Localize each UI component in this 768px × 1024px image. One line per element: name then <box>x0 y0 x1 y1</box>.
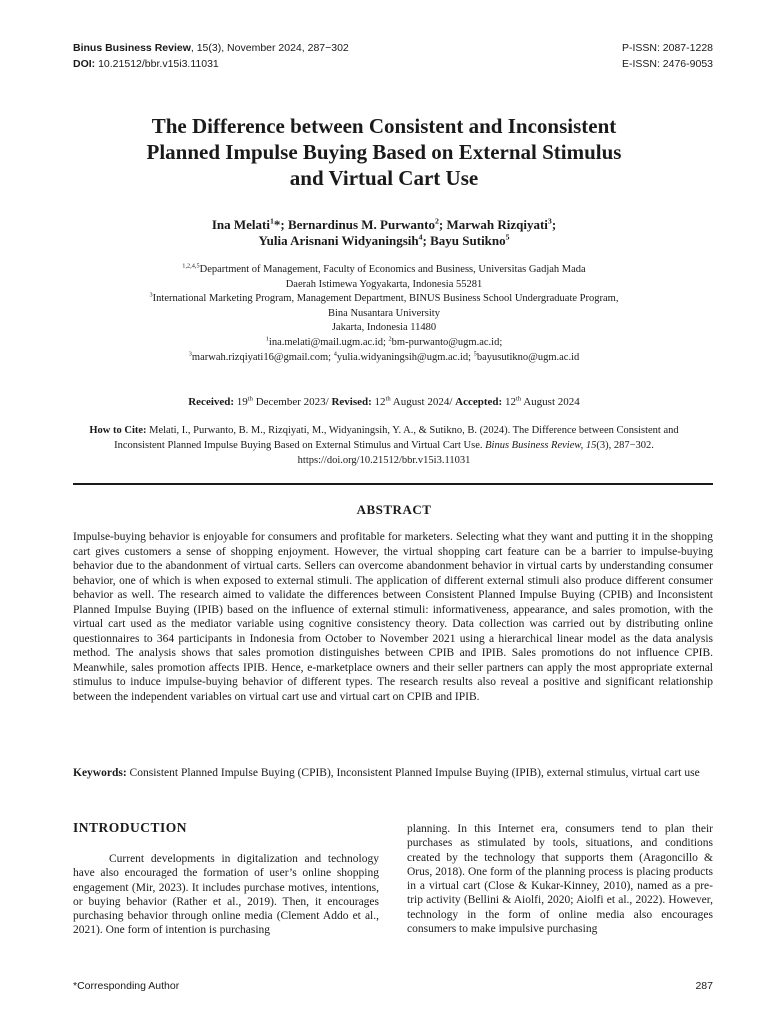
how-to-cite <box>74 423 694 468</box>
journal-name: Binus Business Review <box>73 42 191 54</box>
affiliation-line: Department of Management, Faculty of Economics and Business, Universitas Gadjah Mada <box>199 264 586 275</box>
abstract-text: Impulse-buying behavior is enjoyable for consumers and profitable for marketers. Selecting what they want and putting it in the shopping cart gives customers a sense of shopping enjoyment. However, the virtual shopping cart feature can be a barrier to impulse-buying behavior due to the abandonment of virtual carts. Sellers can overcome abandonment behavior in virtual carts by understanding consumer behavior, one of which is when exposed to external stimuli. The application of different external stimuli also produce different consumer behavior as well. The research aimed to validate the differences between Consistent Planned Impulse Buying (CPIB) and Inconsistent Planned Impulse Buying (IPIB) based on the influence of external stimuli: informativeness, appearance, and sales promotion, with the virtual cart used as the mediator variable using cognitive consistency theory. Data collection was carried out by distributing online questionnaires to 364 participants in Indonesia from October to November 2021 using a hierarchical linear model as the data analysis method. The analysis shows that sales promotion distinguishes between CPIB and IPIB. Sales promotions do not influence CPIB. Meanwhile, sales promotion affects IPIB. Hence, e-marketplace owners and their seller partners can apply the most appropriate external stimulus to induce impulse-buying behavior of different types. The research results also reveal a positive and significant relationship between the independent variables on virtual cart use and virtual cart on CPIB and IPIB. <box>73 531 713 703</box>
accepted-date: August 2024 <box>521 396 580 408</box>
affiliations <box>60 263 708 365</box>
received-label: Received: <box>188 396 235 408</box>
received-day: 19 <box>234 396 248 408</box>
introduction-left-column: Current developments in digitalization and technology have also encouraged the formation of user’s online shopping engagement (Mir, 2023). It includes purchase motives, intentions, or buying behavior (Rather et al., 2019). Then, it encourages purchasing behavior through online media (Clement Addo et al., 2021). One form of intention is purchasing <box>73 853 379 937</box>
separator: ; <box>422 233 431 248</box>
author-superscript: 4 <box>418 232 423 242</box>
title-line-1: The Difference between Consistent and Inconsistent <box>151 114 617 138</box>
author-superscript: 1 <box>269 216 274 226</box>
affiliation-line: Daerah Istimewa Yogyakarta, Indonesia 55281 <box>285 278 483 290</box>
author-name: Bayu Sutikno <box>430 233 506 248</box>
email-link[interactable]: bm-purwanto@ugm.ac.id; <box>391 336 503 348</box>
affiliation-line: Jakarta, Indonesia 11480 <box>331 322 437 334</box>
accepted-label: Accepted: <box>455 396 503 408</box>
doi-label: DOI: <box>73 58 96 70</box>
running-header-citation <box>73 40 349 72</box>
author-list <box>60 217 708 249</box>
accepted-day: 12 <box>502 396 516 408</box>
keywords-text: Consistent Planned Impulse Buying (CPIB), Inconsistent Planned Impulse Buying (IPIB), external stimulus, virtual cart use <box>126 767 700 779</box>
email-superscript: 4 <box>333 350 337 358</box>
section-divider <box>73 483 713 485</box>
author-name: Yulia Arisnani Widyaningsih <box>258 233 419 248</box>
author-name: Ina Melati <box>211 217 270 232</box>
email-superscript: 3 <box>188 350 192 358</box>
page-number: 287 <box>695 980 713 992</box>
paper-title <box>60 113 708 191</box>
citation-text: Melati, I., Purwanto, B. M., Rizqiyati, M., Widyaningsih, Y. A., & Sutikno, B. (2024). The Difference between Consistent and Inconsistent Planned Impulse Buying Based on External Stimulus and Virtual Cart Use. <box>114 425 679 451</box>
p-issn: P-ISSN: 2087-1228 <box>621 42 713 54</box>
affiliation-line: Bina Nusantara University <box>328 307 440 319</box>
abstract-heading: ABSTRACT <box>356 502 432 517</box>
email-superscript: 2 <box>388 335 392 343</box>
revised-day: 12 <box>371 396 386 408</box>
citation-journal: Binus Business Review, 15 <box>485 440 597 451</box>
title-line-2: Planned Impulse Buying Based on External Stimulus <box>146 140 622 164</box>
author-superscript: 2 <box>434 216 439 226</box>
title-line-3: and Virtual Cart Use <box>289 166 479 190</box>
email-superscript: 1 <box>265 335 269 343</box>
email-link[interactable]: yulia.widyaningsih@ugm.ac.id; <box>336 351 474 363</box>
running-header-issn <box>622 40 713 72</box>
introduction-heading: INTRODUCTION <box>73 820 188 835</box>
keywords <box>73 766 713 781</box>
affiliation-superscript: 1,2,4,5 <box>182 262 200 270</box>
how-to-cite-label: How to Cite: <box>89 425 147 436</box>
ordinal-suffix: th <box>385 395 391 403</box>
affiliation-line: International Marketing Program, Management Department, BINUS Business School Undergraduate Program, <box>152 293 619 305</box>
separator: ; <box>438 217 447 232</box>
doi-link[interactable]: 10.21512/bbr.v15i3.11031 <box>95 58 219 70</box>
keywords-label: Keywords: <box>73 767 127 779</box>
citation-doi[interactable]: (3), 287−302. https://doi.org/10.21512/bbr.v15i3.11031 <box>297 440 654 466</box>
email-superscript: 5 <box>473 350 477 358</box>
submission-dates <box>60 395 708 409</box>
author-superscript: 3 <box>547 216 552 226</box>
journal-issue: , 15(3), November 2024, 287−302 <box>190 42 349 54</box>
email-link[interactable]: ina.melati@mail.ugm.ac.id; <box>268 336 389 348</box>
introduction-right-column: planning. In this Internet era, consumers tend to plan their purchases as stimulated by tools, situations, and conditions created by the technology that supports them (Aragoncillo & Orus, 2018). One form of the planning process is placing products in a virtual cart (Close & Kukar-Kinney, 2010), named as a pre-trip activity (Bellini & Aiolfi, 2020; Aiolfi et al., 2022). However, technology in the form of online media also encourages consumers to make impulsive purchasing <box>407 823 713 936</box>
e-issn: E-ISSN: 2476-9053 <box>621 58 713 70</box>
revised-label: Revised: <box>331 396 372 408</box>
corresponding-mark: *; <box>273 217 288 232</box>
author-name: Marwah Rizqiyati <box>446 217 548 232</box>
ordinal-suffix: th <box>247 395 253 403</box>
email-link[interactable]: marwah.rizqiyati16@gmail.com; <box>191 351 334 363</box>
revised-date: August 2024/ <box>390 396 456 408</box>
affiliation-superscript: 3 <box>149 291 153 299</box>
author-name: Bernardinus M. Purwanto <box>287 217 435 232</box>
ordinal-suffix: th <box>515 395 522 403</box>
author-superscript: 5 <box>505 232 510 242</box>
separator: ; <box>551 217 557 232</box>
email-link[interactable]: bayusutikno@ugm.ac.id <box>476 351 580 363</box>
received-date: December 2023/ <box>252 396 332 408</box>
corresponding-author-note: *Corresponding Author <box>73 980 180 992</box>
